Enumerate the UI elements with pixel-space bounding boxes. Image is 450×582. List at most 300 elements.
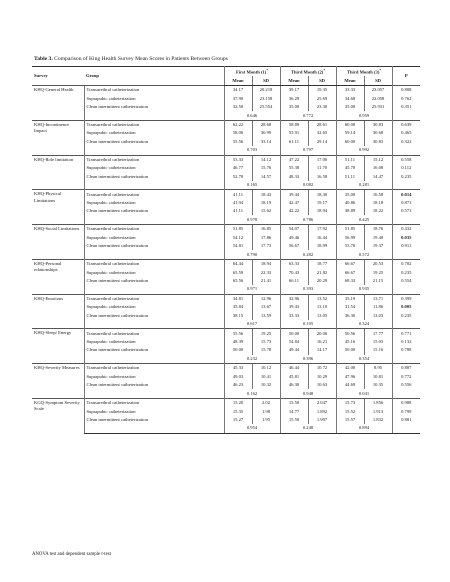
blank-cell (392, 215, 420, 224)
between-group-p-value: 0.971 (224, 285, 280, 294)
blank-cell (84, 250, 224, 259)
table-row (32, 381, 420, 389)
table-row (32, 94, 420, 102)
sd-value: 21.82 (308, 268, 336, 276)
p-value: 0.558 (392, 155, 420, 164)
mean-value: 55.56 (224, 138, 252, 146)
mean-value: 35.00 (280, 103, 308, 111)
mean-value: 15.50 (280, 398, 308, 407)
caption-text: Comparison of King Health Survey Mean Scores in Patients Between Groups (54, 56, 228, 62)
table-row (32, 398, 420, 407)
results-table (32, 66, 420, 434)
sd-value: 12.96 (252, 294, 280, 303)
header-survey: Survey (34, 73, 48, 79)
table-body (32, 86, 420, 434)
mean-value: 34.68 (336, 94, 364, 102)
header-p: P (392, 67, 420, 86)
sd-value: 18.22 (364, 207, 392, 215)
mean-value: 42.47 (280, 199, 308, 207)
sd-value: 33.14 (252, 138, 280, 146)
group-name: Transurethral catheterization (84, 155, 224, 164)
header-mean: Mean (280, 76, 308, 86)
p-value: 0.235 (392, 172, 420, 180)
blank-cell (392, 111, 420, 120)
p-value: 0.788 (392, 346, 420, 354)
mean-value: 48.33 (280, 172, 308, 180)
sd-value: 13.10 (308, 303, 336, 311)
mean-value: 38.15 (224, 311, 252, 319)
between-group-p-row (32, 146, 420, 155)
sd-value: 19.25 (364, 268, 392, 276)
mean-value: 42.22 (280, 207, 308, 215)
mean-value: 55.56 (224, 329, 252, 338)
sd-value: 29.14 (308, 138, 336, 146)
sd-value: 13.59 (252, 311, 280, 319)
blank-cell (84, 389, 224, 398)
mean-value: 15.52 (336, 407, 364, 415)
between-group-p-row (32, 250, 420, 259)
mean-value: 40.86 (336, 199, 364, 207)
sd-value: 10.32 (252, 381, 280, 389)
mean-value: 61.11 (280, 138, 308, 146)
sd-value: 17.77 (364, 329, 392, 338)
group-name: Suprapubic catheterization (84, 338, 224, 346)
mean-value: 15.73 (336, 398, 364, 407)
mean-value: 56.99 (336, 233, 364, 241)
mean-value: 46.30 (280, 381, 308, 389)
p-value: 0.782 (392, 259, 420, 268)
sd-value: 16.58 (364, 190, 392, 199)
mean-value: 32.96 (280, 294, 308, 303)
p-value: 0.881 (392, 416, 420, 424)
table-row (32, 172, 420, 180)
sd-value: 30.83 (364, 138, 392, 146)
group-name: Clean intermittent catheterization (84, 416, 224, 424)
mean-value: 54.84 (280, 338, 308, 346)
sd-value: 17.92 (308, 225, 336, 234)
sd-value: 25.554 (252, 103, 280, 111)
table-row (32, 294, 420, 303)
blank-cell (392, 250, 420, 259)
blank-cell (84, 355, 224, 364)
mean-value: 39.43 (280, 303, 308, 311)
table-row (32, 190, 420, 199)
between-group-p-value: 0.282 (280, 250, 336, 259)
mean-value: 50.00 (280, 329, 308, 338)
mean-value: 59,14 (336, 129, 364, 137)
group-name: Transurethral catheterization (84, 294, 224, 303)
between-group-p-value: 0.396 (280, 355, 336, 364)
table-row (32, 138, 420, 146)
sd-value: 15.03 (364, 338, 392, 346)
mean-value: 50.00 (336, 346, 364, 354)
table-row (32, 373, 420, 381)
sd-value: 15.16 (364, 346, 392, 354)
between-group-p-value: 0.082 (280, 181, 336, 190)
blank-cell (392, 389, 420, 398)
mean-value: 46.44 (280, 364, 308, 373)
sd-value: 19.35 (308, 86, 336, 95)
between-group-p-value: 0.041 (336, 389, 392, 398)
group-name: Suprapubic catheterization (84, 303, 224, 311)
between-group-p-value: 0.959 (336, 111, 392, 120)
between-group-p-value: 0.425 (336, 215, 392, 224)
header-first-month: First Month (1)* (224, 67, 280, 77)
blank-cell (84, 181, 224, 190)
sd-value: 10.41 (252, 373, 280, 381)
between-group-p-value: 0.281 (336, 181, 392, 190)
p-value: 0.871 (392, 199, 420, 207)
p-value: 0.799 (392, 407, 420, 415)
between-group-p-value: 0.393 (280, 285, 336, 294)
mean-value: 35,19 (336, 294, 364, 303)
mean-value: 55.91 (280, 129, 308, 137)
group-name: Suprapubic catheterization (84, 407, 224, 415)
blank-cell (392, 181, 420, 190)
sd-value: 19.25 (252, 329, 280, 338)
sd-value: 25.931 (364, 103, 392, 111)
sd-value: 10.72 (308, 364, 336, 373)
survey-scale-label: KHQ-Social Limitations (32, 225, 84, 260)
sd-value: 1.95 (252, 416, 280, 424)
caption-label: Table 3. (34, 56, 53, 62)
survey-scale-label: KHQ-Personal relationships (32, 259, 84, 294)
mean-value: 68.33 (336, 277, 364, 285)
group-name: Clean intermittent catheterization (84, 277, 224, 285)
mean-value: 15.35 (224, 407, 252, 415)
header-sd: SD (364, 76, 392, 86)
between-group-p-row (32, 389, 420, 398)
group-name: Transurethral catheterization (84, 120, 224, 129)
table-row (32, 338, 420, 346)
blank-cell (84, 320, 224, 329)
between-group-p-row (32, 320, 420, 329)
between-group-p-row (32, 111, 420, 120)
sd-value: 32.65 (308, 129, 336, 137)
table-row (32, 207, 420, 215)
mean-value: 45.70 (336, 164, 364, 172)
p-value: 0.639 (392, 120, 420, 129)
between-group-p-value: 0.646 (224, 111, 280, 120)
sd-value: 18.43 (252, 190, 280, 199)
mean-value: 49,46 (280, 233, 308, 241)
p-value: 0.571 (392, 207, 420, 215)
mean-value: 54,07 (280, 225, 308, 234)
p-value: 0.556 (392, 381, 420, 389)
blank-cell (392, 285, 420, 294)
header-third-month-2: Third Month (2)* (280, 67, 336, 77)
p-value: 0.112 (392, 164, 420, 172)
sd-value: 18.99 (308, 242, 336, 250)
sd-value: 28.61 (308, 120, 336, 129)
sd-value: 10.29 (308, 373, 336, 381)
mean-value: 51,11 (336, 155, 364, 164)
group-name: Clean intermittent catheterization (84, 346, 224, 354)
header-group: Group (86, 73, 99, 79)
mean-value: 50.56 (336, 329, 364, 338)
mean-value: 53.70 (336, 242, 364, 250)
mean-value: 51.85 (224, 225, 252, 234)
table-row (32, 120, 420, 129)
sd-value: 10.81 (364, 373, 392, 381)
sd-value: 18.18 (364, 199, 392, 207)
mean-value: 55.38 (280, 164, 308, 172)
sd-value: 21.15 (364, 277, 392, 285)
table-row (32, 242, 420, 250)
mean-value: 45.81 (280, 373, 308, 381)
group-name: Suprapubic catheterization (84, 233, 224, 241)
sd-value: 8.95 (364, 364, 392, 373)
blank-cell (84, 285, 224, 294)
mean-value: 58.06 (224, 129, 252, 137)
between-group-p-value: 0.354 (336, 355, 392, 364)
mean-value: 41.94 (224, 199, 252, 207)
p-value: 0.762 (392, 94, 420, 102)
mean-value: 45.16 (336, 338, 364, 346)
sd-value: 28.68 (252, 120, 280, 129)
sd-value: 20.06 (308, 329, 336, 338)
sd-value: 30.68 (364, 129, 392, 137)
mean-value: 39.17 (280, 86, 308, 95)
group-name: Transurethral catheterization (84, 225, 224, 234)
mean-value: 37.90 (224, 94, 252, 102)
table-row (32, 86, 420, 95)
sd-value: 17.00 (308, 155, 336, 164)
group-name: Suprapubic catheterization (84, 94, 224, 102)
mean-value: 14.77 (280, 407, 308, 415)
p-value: 0.554 (392, 277, 420, 285)
sd-value: 16.44 (308, 233, 336, 241)
sd-value: 13,71 (364, 294, 392, 303)
sd-value: 18.77 (308, 259, 336, 268)
table-row (32, 164, 420, 172)
between-group-p-value: 0.617 (224, 320, 280, 329)
p-value: 0.911 (392, 242, 420, 250)
mean-value: 63.33 (280, 259, 308, 268)
mean-value: 15.20 (224, 398, 252, 407)
mean-value: 51.85 (336, 225, 364, 234)
blank-cell (392, 355, 420, 364)
table-row (32, 268, 420, 276)
sd-value: 13.52 (308, 294, 336, 303)
table-row (32, 311, 420, 319)
blank-cell (84, 215, 224, 224)
between-group-p-value: 0.786 (280, 215, 336, 224)
sd-value: 18,30 (308, 190, 336, 199)
mean-value: 66.67 (336, 259, 364, 268)
p-value: 0.035 (392, 233, 420, 241)
sd-value: 17.73 (252, 242, 280, 250)
between-group-p-value: 0.894 (336, 424, 392, 433)
mean-value: 38.89 (336, 207, 364, 215)
between-group-p-row (32, 424, 420, 433)
table-row (32, 346, 420, 354)
sd-value: 16.21 (308, 338, 336, 346)
header-third-month-3: Third Month (3)* (336, 67, 392, 77)
sd-value: 16.85 (252, 225, 280, 234)
sd-value: 25.69 (308, 94, 336, 102)
sd-value: 16.58 (308, 172, 336, 180)
table-row (32, 303, 420, 311)
between-group-p-value: 0.992 (336, 146, 392, 155)
sd-value: 23.30 (308, 103, 336, 111)
mean-value: 65.56 (224, 277, 252, 285)
between-group-p-row (32, 285, 420, 294)
sd-value: 16.08 (364, 164, 392, 172)
between-group-p-value: 0.978 (224, 215, 280, 224)
mean-value: 45.33 (224, 364, 252, 373)
mean-value: 60.00 (336, 138, 364, 146)
mean-value: 54.81 (224, 242, 252, 250)
between-group-p-value: 0.165 (224, 181, 280, 190)
sd-value: 23.057 (364, 86, 392, 95)
mean-value: 39.44 (280, 190, 308, 199)
p-value: 0.808 (392, 86, 420, 95)
p-value: 0.235 (392, 268, 420, 276)
mean-value: 53.33 (224, 155, 252, 164)
between-group-p-value: 0.162 (224, 389, 280, 398)
sd-value: 13.67 (252, 303, 280, 311)
between-group-p-value: 0.935 (336, 285, 392, 294)
sd-value: 18.94 (252, 259, 280, 268)
mean-value: 49.44 (280, 346, 308, 354)
p-value: 0.432 (392, 225, 420, 234)
header-row-1 (32, 67, 420, 77)
mean-value: 46.23 (224, 381, 252, 389)
blank-cell (84, 424, 224, 433)
sd-value: 22.058 (364, 94, 392, 102)
table-row (32, 416, 420, 424)
sd-value: 11.86 (364, 303, 392, 311)
sd-value: 11.70 (308, 164, 336, 172)
mean-value: 65.59 (224, 268, 252, 276)
mean-value: 62.22 (224, 120, 252, 129)
mean-value: 46.77 (224, 164, 252, 172)
sd-value: 1.913 (364, 407, 392, 415)
footnote: ANOVA test and dependent sample t-test (32, 552, 111, 557)
mean-value: 35.84 (224, 303, 252, 311)
p-value: 0.465 (392, 129, 420, 137)
header-sd: SD (308, 76, 336, 86)
p-value: 0.399 (392, 294, 420, 303)
mean-value: 15.57 (336, 416, 364, 424)
mean-value: 54.12 (224, 233, 252, 241)
between-group-p-value: 0.572 (336, 250, 392, 259)
mean-value: 60.00 (336, 120, 364, 129)
sd-value: 19.37 (364, 242, 392, 250)
group-name: Transurethral catheterization (84, 364, 224, 373)
group-name: Clean intermittent catheterization (84, 138, 224, 146)
sd-value: 20.53 (364, 259, 392, 268)
between-group-p-value: 0.772 (280, 111, 336, 120)
survey-scale-label: KHQ-Sleep/ Energy (32, 329, 84, 364)
between-group-p-row (32, 215, 420, 224)
mean-value: 35,00 (336, 190, 364, 199)
sd-value: 22.33 (252, 268, 280, 276)
group-name: Transurethral catheterization (84, 398, 224, 407)
table-row (32, 129, 420, 137)
table-row (32, 103, 420, 111)
group-name: Suprapubic catheterization (84, 199, 224, 207)
group-name: Transurethral catheterization (84, 259, 224, 268)
sd-value: 15.73 (252, 338, 280, 346)
p-value: 0.005 (392, 303, 420, 311)
p-value: 0.771 (392, 329, 420, 338)
sd-value: 10.35 (364, 381, 392, 389)
mean-value: 70.43 (280, 268, 308, 276)
mean-value: 33.33 (336, 86, 364, 95)
mean-value: 56.67 (280, 242, 308, 250)
group-name: Transurethral catheterization (84, 86, 224, 95)
sd-value: 1.98 (252, 407, 280, 415)
p-value: 0.132 (392, 338, 420, 346)
sd-value: 14.57 (252, 172, 280, 180)
survey-scale-label: KHQ-General Health (32, 86, 84, 121)
mean-value: 35.00 (336, 103, 364, 111)
blank-cell (392, 424, 420, 433)
group-name: Clean intermittent catheterization (84, 311, 224, 319)
group-name: Suprapubic catheterization (84, 164, 224, 172)
between-group-p-value: 0.948 (280, 389, 336, 398)
table-row (32, 329, 420, 338)
mean-value: 48.39 (224, 338, 252, 346)
table-row (32, 277, 420, 285)
sd-value: 15.62 (252, 207, 280, 215)
sd-value: 18.94 (308, 207, 336, 215)
group-name: Clean intermittent catheterization (84, 172, 224, 180)
mean-value: 34.17 (224, 86, 252, 95)
group-name: Clean intermittent catheterization (84, 207, 224, 215)
sd-value: 18.19 (252, 199, 280, 207)
group-name: Clean intermittent catheterization (84, 103, 224, 111)
sd-value: 23.158 (252, 94, 280, 102)
mean-value: 52.78 (224, 172, 252, 180)
group-name: Transurethral catheterization (84, 329, 224, 338)
sd-value: 20.218 (252, 86, 280, 95)
mean-value: 51,11 (336, 172, 364, 180)
group-name: Transurethral catheterization (84, 190, 224, 199)
survey-scale-label: KHQ-Physical Limitations (32, 190, 84, 225)
sd-value: 13.03 (364, 311, 392, 319)
mean-value: 47.96 (336, 373, 364, 381)
survey-scale-label: KHQ-Emotions (32, 294, 84, 329)
mean-value: 31.54 (336, 303, 364, 311)
mean-value: 47.22 (280, 155, 308, 164)
mean-value: 36.30 (336, 311, 364, 319)
table-row (32, 155, 420, 164)
p-value: 0.772 (392, 373, 420, 381)
header-sd: SD (252, 76, 280, 86)
group-name: Clean intermittent catheterization (84, 242, 224, 250)
mean-value: 49.03 (224, 373, 252, 381)
mean-value: 36.29 (280, 94, 308, 102)
blank-cell (392, 320, 420, 329)
table-row (32, 364, 420, 373)
blank-cell (84, 146, 224, 155)
mean-value: 64.44 (224, 259, 252, 268)
sd-value: 1.907 (308, 416, 336, 424)
survey-scale-label: KHQ-Role limitation (32, 155, 84, 190)
sd-value: 15.78 (252, 346, 280, 354)
mean-value: 34.81 (224, 294, 252, 303)
mean-value: 58.89 (280, 120, 308, 129)
sd-value: 10.63 (308, 381, 336, 389)
table-row (32, 199, 420, 207)
sd-value: 20.29 (308, 277, 336, 285)
sd-value: 30.83 (364, 120, 392, 129)
between-group-p-row (32, 355, 420, 364)
between-group-p-value: 0.954 (224, 424, 280, 433)
